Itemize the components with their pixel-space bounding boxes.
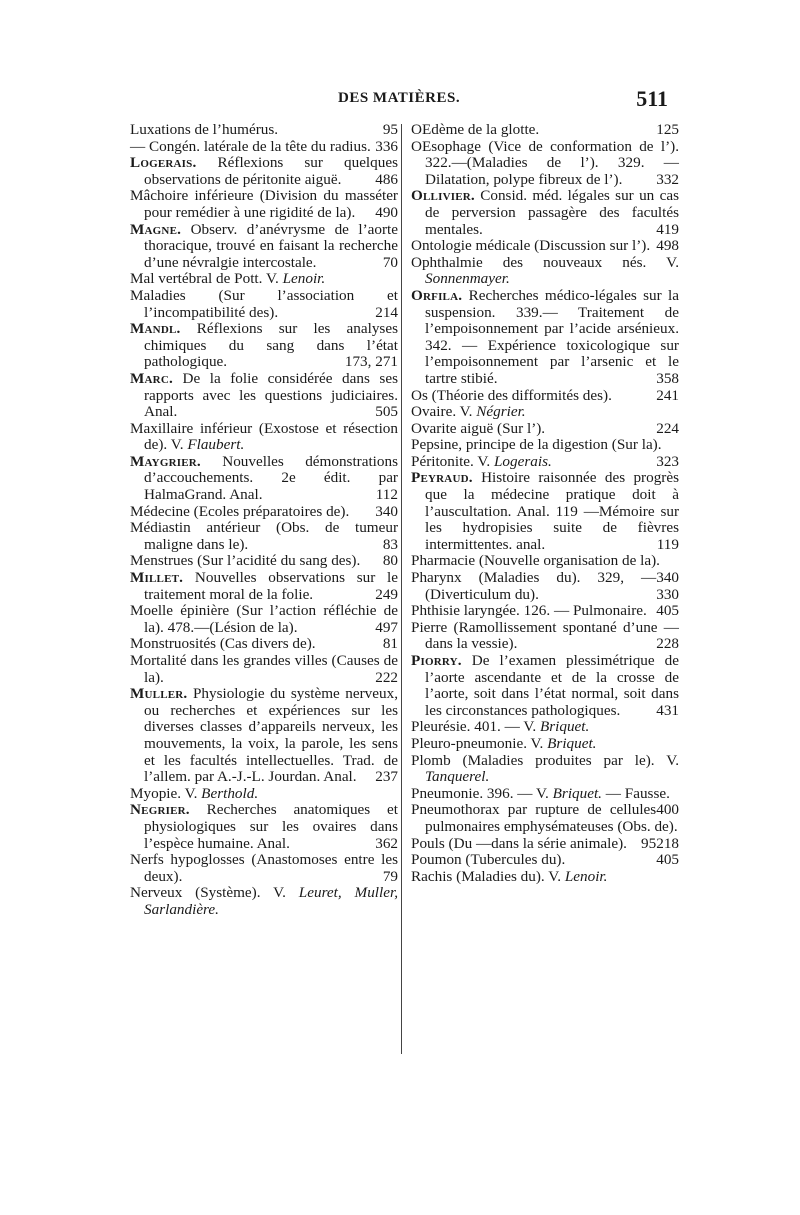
- entry-page-ref: 249: [375, 585, 398, 603]
- entry-cross-reference: Logerais.: [493, 452, 552, 470]
- entry-author: Negrier.: [130, 801, 190, 819]
- index-entry: [411, 238, 679, 255]
- entry-page-ref: 362: [375, 834, 398, 852]
- entry-cross-reference: Lenoir.: [564, 867, 608, 885]
- entry-cross-reference: Tanquerel.: [425, 768, 490, 786]
- entry-text: Médiastin antérieur (Obs. de tumeur maligne dans le).: [130, 519, 398, 553]
- entry-text: Ontologie médicale (Discussion sur l’).: [411, 237, 651, 255]
- index-column-right: [411, 122, 679, 885]
- entry-text: Mal vertébral de Pott. V.: [130, 270, 283, 288]
- entry-cross-reference: Lenoir.: [282, 270, 326, 288]
- entry-page-ref: 332: [656, 170, 679, 188]
- entry-cross-reference: Négrier.: [476, 403, 526, 421]
- index-entry: [411, 454, 679, 471]
- index-entry: [130, 321, 398, 371]
- index-entry: [130, 636, 398, 653]
- entry-page-ref: 241: [656, 386, 679, 404]
- entry-text: Phthisie laryngée. 126. — Pulmonaire.: [411, 602, 647, 620]
- entry-text: Ophthalmie des nouveaux nés. V.: [411, 253, 679, 271]
- entry-page-ref: 358: [656, 369, 679, 387]
- entry-page-ref: 224: [656, 419, 679, 437]
- entry-page-ref: 490: [375, 203, 398, 221]
- entry-cross-reference: Leuret, Muller, Sarlandière.: [144, 884, 398, 918]
- index-entry: [130, 786, 398, 803]
- index-entry: [130, 288, 398, 321]
- entry-text: Histoire raisonnée des progrès que la médecine pratique doit à l’auscultation. Anal. 119 —Mémoire sur les hydropisies suite de fièvres intermittentes. anal.: [425, 469, 679, 553]
- entry-page-ref: 79: [382, 867, 398, 885]
- entry-page-ref: 505: [375, 403, 398, 421]
- index-entry: [411, 852, 679, 869]
- entry-page-ref: 431: [656, 701, 679, 719]
- entry-page-ref: 95: [382, 121, 398, 138]
- entry-text: Plomb (Maladies produites par le). V.: [411, 751, 679, 769]
- entry-page-ref: 125: [656, 121, 679, 138]
- entry-page-ref: 340: [375, 502, 398, 520]
- entry-text: Recherches anatomiques et physiologiques sur les ovaires dans l’espèce humaine. Anal.: [144, 801, 398, 852]
- entry-author: Orfila.: [411, 286, 463, 304]
- entry-text: Pneumothorax par rupture de cellules pulmonaires emphysémateuses (Obs. de).: [411, 801, 678, 835]
- index-entry: [411, 653, 679, 719]
- index-entry: [130, 421, 398, 454]
- index-entry: [411, 570, 679, 603]
- entry-page-ref: 405: [656, 851, 679, 869]
- entry-page-ref: 405: [656, 602, 679, 620]
- entry-text: Pleurésie. 401. — V.: [411, 718, 540, 736]
- index-entry: [411, 421, 679, 438]
- entry-author: Marc.: [130, 369, 173, 387]
- index-entry: [411, 620, 679, 653]
- entry-page-ref: 83: [382, 535, 398, 553]
- entry-author: Logerais.: [130, 154, 197, 172]
- entry-text: Recherches médico-légales sur la suspension. 339.— Traitement de l’empoisonnement par l’acide arsénieux. 342. — Expérience toxicologique sur l’empoisonnement par l’arsenic et le tartre stibié.: [425, 286, 679, 387]
- index-entry: [130, 802, 398, 852]
- entry-text: Pharmacie (Nouvelle organisation de la).: [411, 552, 660, 570]
- entry-author: Piorry.: [411, 652, 462, 669]
- entry-page-ref: 173, 271: [344, 353, 398, 371]
- index-entry: [411, 288, 679, 388]
- entry-page-ref: 419: [656, 220, 679, 238]
- entry-text: Moelle épinière (Sur l’action réfléchie de la). 478.—(Lésion de la).: [130, 602, 398, 636]
- entry-author: Muller.: [130, 685, 188, 703]
- index-entry: [130, 852, 398, 885]
- entry-page-ref: 95: [641, 834, 657, 852]
- entry-text: De l’examen plessimétrique de l’aorte ascendante et de la crosse de l’aorte, soit dans l’état normal, soit dans les circonstances pathologiques.: [425, 652, 679, 719]
- entry-text: Pneumonie. 396. — V.: [411, 784, 553, 802]
- entry-text-tail: — Fausse.: [601, 784, 670, 802]
- entry-cross-reference: Flaubert.: [187, 436, 245, 454]
- index-entry: [130, 222, 398, 272]
- entry-text: Luxations de l’humérus.: [130, 121, 279, 138]
- index-entry: [130, 271, 398, 288]
- column-divider: [401, 124, 402, 1054]
- entry-text: De la folie considérée dans ses rapports avec les questions judiciaires. Anal.: [144, 369, 398, 421]
- index-entry: [130, 371, 398, 421]
- entry-text: Poumon (Tubercules du).: [411, 851, 566, 869]
- entry-cross-reference: Sonnenmayer.: [425, 270, 510, 288]
- index-entry: [130, 570, 398, 603]
- index-entry: [411, 188, 679, 238]
- entry-cross-reference: Briquet.: [539, 718, 590, 736]
- index-column-left: [130, 122, 398, 919]
- index-entry: [411, 470, 679, 553]
- entry-page-ref: 119: [656, 535, 679, 553]
- entry-page-ref: 486: [375, 170, 398, 188]
- entry-text: Pouls (Du —dans la série animale).: [411, 834, 627, 852]
- entry-text: Consid. méd. légales sur un cas de perversion passagère des facultés mentales.: [425, 187, 680, 238]
- entry-page-ref: 330: [656, 585, 679, 603]
- index-entry: [130, 139, 398, 156]
- entry-page-ref: 336: [375, 137, 398, 155]
- entry-author: Mandl.: [130, 320, 181, 338]
- index-entry: [130, 885, 398, 918]
- entry-text: Maxillaire inférieur (Exostose et résection de). V.: [130, 419, 398, 454]
- entry-text: Rachis (Maladies du). V.: [411, 867, 565, 885]
- entry-text: Maladies (Sur l’association et l’incompatibilité des).: [130, 286, 398, 321]
- index-entry: [411, 736, 679, 753]
- entry-text: Mâchoire inférieure (Division du masséter pour remédier à une rigidité de la).: [130, 187, 398, 221]
- index-entry: [130, 686, 398, 786]
- entry-text: Pepsine, principe de la digestion (Sur la).: [411, 436, 662, 454]
- entry-text: Monstruosités (Cas divers de).: [130, 635, 316, 653]
- entry-page-ref: 112: [375, 486, 398, 504]
- running-title: DES MATIÈRES.: [338, 90, 461, 106]
- entry-text: OEsophage (Vice de conformation de l’). 322.—(Maladies de l’). 329. — Dilatation, polype fibreux de l’).: [411, 137, 679, 188]
- entry-page-ref: 70: [382, 253, 398, 271]
- entry-text: Pleuro-pneumonie. V.: [411, 734, 548, 752]
- index-entry: [411, 719, 679, 736]
- entry-text: Mortalité dans les grandes villes (Causes de la).: [130, 652, 398, 686]
- entry-page-ref: 237: [375, 768, 398, 786]
- entry-cross-reference: Briquet.: [547, 734, 597, 752]
- index-entry: [130, 122, 398, 139]
- entry-text: Nerfs hypoglosses (Anastomoses entre les deux).: [130, 851, 398, 885]
- entry-text: Médecine (Ecoles préparatoires de).: [130, 502, 350, 520]
- entry-text: OEdème de la glotte.: [411, 121, 540, 138]
- index-entry: [411, 753, 679, 786]
- entry-author: Millet.: [130, 569, 184, 587]
- index-entry: [411, 139, 679, 189]
- entry-page-ref: 228: [656, 635, 679, 653]
- index-entry: [130, 653, 398, 686]
- index-entry: [130, 504, 398, 521]
- page-number: 511: [636, 86, 668, 111]
- entry-page-ref: 400: [656, 801, 679, 819]
- entry-page-ref: 497: [375, 618, 398, 636]
- entry-author: Ollivier.: [411, 187, 475, 205]
- entry-text: Physiologie du système nerveux, ou recherches et expériences sur les diverses classes d’appareils nerveux, les mouvements, la voix, la parole, les sens et les facultés intellectuelles. Trad. de l’allem. par A.-J.-L. Jourdan. Anal.: [144, 685, 398, 786]
- index-entry: [130, 520, 398, 553]
- index-entry: [411, 388, 679, 405]
- entry-author: Maygrier.: [130, 452, 201, 470]
- index-entry: [130, 454, 398, 504]
- entry-page-ref: 340: [656, 569, 679, 587]
- index-entry: [130, 188, 398, 221]
- entry-page-ref: 80: [382, 552, 398, 570]
- entry-page-ref: 81: [382, 635, 398, 653]
- index-entry: [130, 553, 398, 570]
- entry-page-ref: 214: [375, 303, 398, 321]
- entry-page-ref: 218: [656, 834, 679, 852]
- entry-text: Observ. d’anévrysme de l’aorte thoracique, trouvé en faisant la recherche d’une névralgie intercostale.: [144, 220, 399, 271]
- entry-text: Ovaire. V.: [411, 403, 477, 421]
- index-entry: [411, 836, 679, 853]
- entry-text: Pharynx (Maladies du). 329, — (Diverticulum du).: [411, 569, 657, 603]
- entry-cross-reference: Berthold.: [201, 784, 259, 802]
- entry-page-ref: 498: [656, 237, 679, 255]
- index-entry: [130, 603, 398, 636]
- entry-text: Menstrues (Sur l’acidité du sang des).: [130, 552, 361, 570]
- entry-text: Myopie. V.: [130, 784, 202, 802]
- entry-page-ref: 222: [375, 668, 398, 686]
- entry-author: Magne.: [130, 220, 182, 238]
- entry-text: Ovarite aiguë (Sur l’).: [411, 419, 546, 437]
- entry-text: Pierre (Ramollissement spontané d’une — dans la vessie).: [411, 618, 679, 653]
- entry-text: — Congén. latérale de la tête du radius.: [130, 137, 371, 155]
- index-entry: [411, 603, 679, 620]
- entry-text: Nerveux (Système). V.: [130, 884, 299, 902]
- entry-text: Nouvelles démonstrations d’accouchements. 2e édit. par HalmaGrand. Anal.: [144, 452, 398, 504]
- entry-page-ref: 323: [656, 452, 679, 470]
- page-header: [128, 86, 668, 112]
- entry-text: Péritonite. V.: [411, 452, 494, 470]
- index-entry: [411, 255, 679, 288]
- entry-text: Nouvelles observations sur le traitement moral de la folie.: [144, 569, 399, 603]
- entry-text: Os (Théorie des difformités des).: [411, 386, 612, 404]
- entry-author: Peyraud.: [411, 469, 473, 487]
- index-entry: [130, 155, 398, 188]
- entry-cross-reference: Briquet.: [552, 784, 602, 802]
- index-entry: [411, 404, 679, 421]
- index-entry: [411, 122, 679, 139]
- entry-text: Réflexions sur les analyses chimiques du sang dans l’état pathologique.: [144, 320, 398, 371]
- index-entry: [411, 869, 679, 886]
- entry-text: Réflexions sur quelques observations de péritonite aiguë.: [144, 154, 398, 188]
